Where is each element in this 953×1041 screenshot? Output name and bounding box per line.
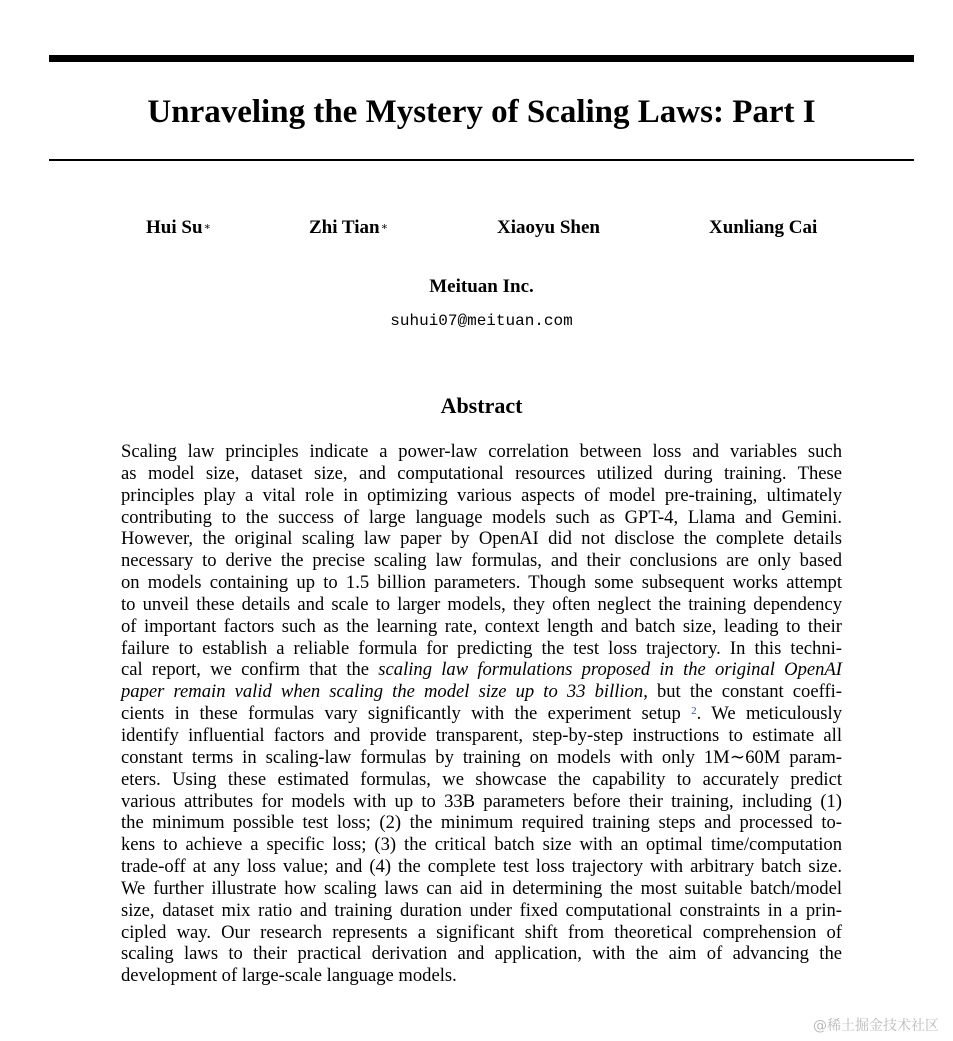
abstract-text: cients in these formulas vary significantly with the experiment setup	[121, 703, 692, 725]
abstract-text: , but the constant coeffi-	[643, 681, 843, 703]
abstract-line: various attributes for models with up to 33B parameters before their training, including (1)	[121, 790, 842, 812]
author-mark: ∗	[380, 221, 389, 233]
abstract-line	[121, 703, 842, 725]
abstract-line: principles play a vital role in optimizing various aspects of model pre-training, ultimately	[121, 484, 842, 506]
abstract-line: as model size, dataset size, and computational resources utilized during training. These	[121, 462, 842, 484]
abstract-heading: Abstract	[440, 393, 523, 418]
abstract-line: size, dataset mix ratio and training duration under fixed computational constraints in a prin-	[121, 899, 842, 921]
abstract-line: contributing to the success of large language models such as GPT-4, Llama and Gemini.	[121, 506, 842, 528]
author-name: Xunliang Cai	[709, 217, 818, 238]
abstract-line: of important factors such as the learning rate, context length and batch size, leading to their	[121, 615, 842, 637]
paper-title: Unraveling the Mystery of Scaling Laws: Part I	[147, 94, 816, 130]
abstract-italic-text: scaling law formulations proposed in the original OpenAI	[378, 659, 843, 681]
author-mark: ∗	[203, 221, 211, 233]
abstract-line: failure to establish a reliable formula for predicting the test loss trajectory. In this techni-	[121, 637, 842, 659]
abstract-line: scaling laws to their practical derivation and application, with the aim of advancing the	[121, 943, 842, 965]
author-name: Zhi Tian	[309, 217, 380, 238]
abstract-line: necessary to derive the precise scaling law formulas, and their conclusions are only based	[121, 550, 842, 572]
abstract-line: the minimum possible test loss; (2) the minimum required training steps and processed to-	[121, 812, 842, 834]
abstract-line: Scaling law principles indicate a power-law correlation between loss and variables such	[121, 441, 842, 462]
abstract-italic-text: paper remain valid when scaling the model size up to 33 billion	[121, 681, 644, 703]
abstract-line: However, the original scaling law paper by OpenAI did not disclose the complete details	[121, 528, 842, 550]
abstract-text: cal report, we confirm that the	[121, 659, 379, 681]
abstract-line: kens to achieve a specific loss; (3) the critical batch size with an optimal time/computation	[121, 834, 842, 856]
abstract-line: We further illustrate how scaling laws can aid in determining the most suitable batch/model	[121, 877, 842, 899]
abstract-line: constant terms in scaling-law formulas by training on models with only 1M∼60M param-	[121, 746, 842, 768]
author-2	[309, 216, 388, 240]
watermark: @稀土掘金技术社区	[813, 1018, 939, 1034]
abstract-line: to unveil these details and scale to larger models, they often neglect the training dependency	[121, 593, 842, 615]
author-name: Hui Su	[146, 217, 203, 238]
abstract-line: on models containing up to 1.5 billion parameters. Though some subsequent works attempt	[121, 572, 842, 594]
abstract-line	[121, 659, 842, 681]
title-bottom-rule	[49, 159, 914, 161]
author-3	[497, 216, 600, 240]
author-name: Xiaoyu Shen	[497, 217, 600, 238]
abstract-text: . We meticulously	[696, 703, 842, 725]
affiliation: Meituan Inc.	[429, 276, 534, 297]
abstract-line: identify influential factors and provide transparent, step-by-step instructions to estimate all	[121, 724, 842, 746]
abstract-line: cipled way. Our research represents a significant shift from theoretical comprehension of	[121, 921, 842, 943]
abstract-line: development of large-scale language models.	[121, 965, 457, 987]
title-top-rule	[49, 55, 914, 62]
abstract-line: trade-off at any loss value; and (4) the complete test loss trajectory with arbitrary batch size.	[121, 856, 842, 878]
abstract-line: eters. Using these estimated formulas, we showcase the capability to accurately predict	[121, 768, 842, 790]
abstract-body	[121, 441, 842, 987]
author-4	[709, 216, 817, 240]
author-1	[146, 216, 211, 240]
footnote-link[interactable]: 2	[691, 705, 697, 718]
abstract-line	[121, 681, 842, 703]
author-email: suhui07@meituan.com	[390, 312, 573, 330]
